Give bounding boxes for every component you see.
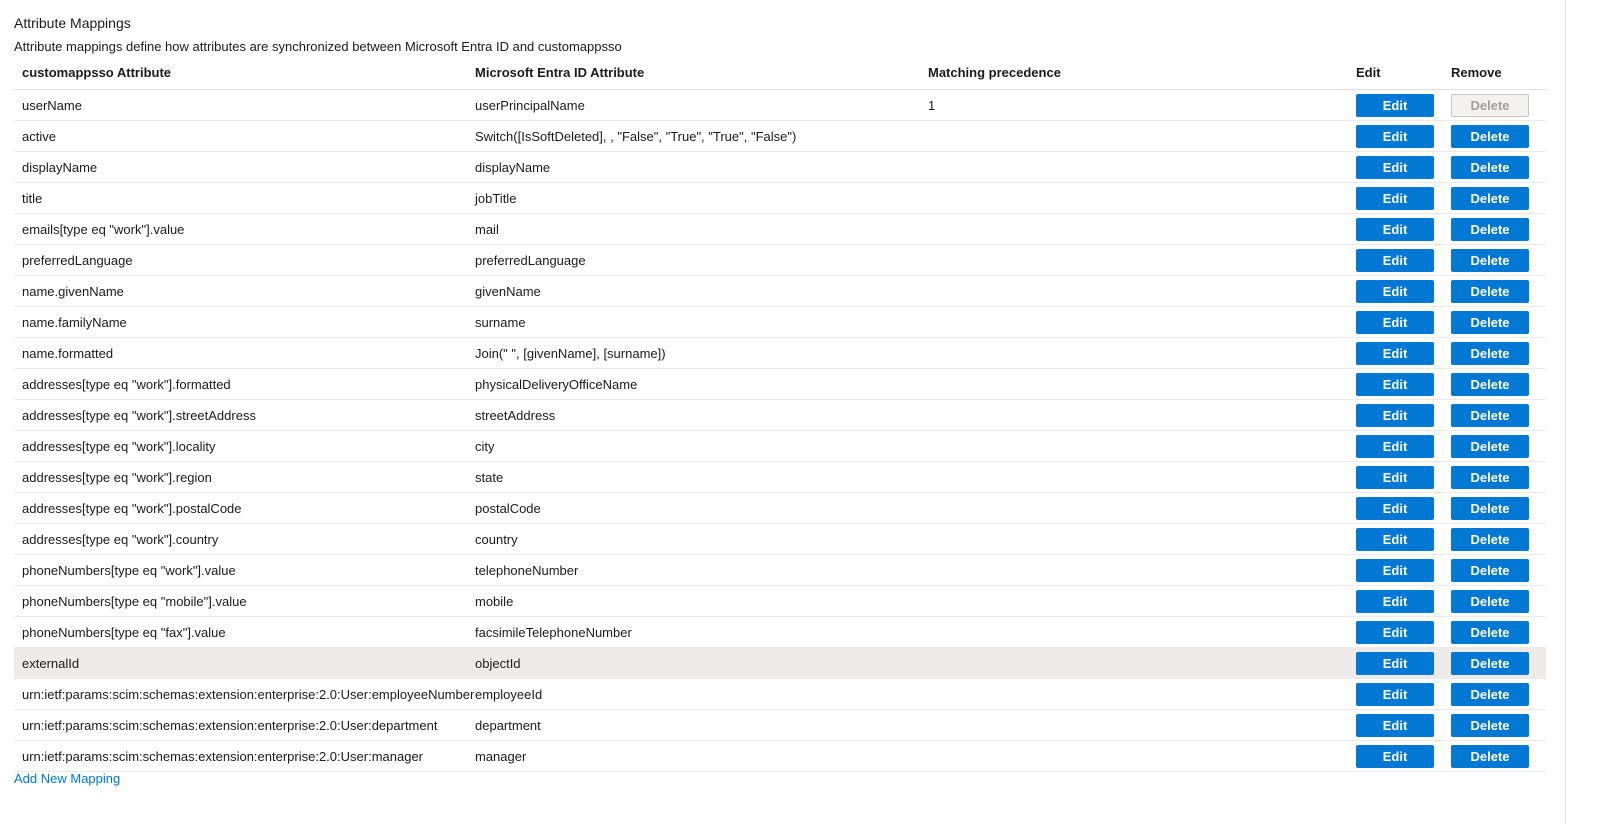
target-attribute-cell: name.formatted [22,346,114,361]
table-row[interactable] [14,90,1546,121]
section-description: Attribute mappings define how attributes are synchronized between Microsoft Entra ID and customappsso [14,39,622,54]
source-attribute-cell: jobTitle [475,191,517,206]
edit-mapping-button[interactable]: Edit [1356,559,1434,582]
target-attribute-cell: active [22,129,56,144]
table-header [14,57,1546,90]
header-source-attribute: Microsoft Entra ID Attribute [475,65,645,80]
target-attribute-cell: externalId [22,656,80,671]
source-attribute-cell: mobile [475,594,514,609]
delete-mapping-button[interactable]: Delete [1451,125,1529,148]
delete-mapping-button[interactable]: Delete [1451,528,1529,551]
delete-mapping-button[interactable]: Delete [1451,714,1529,737]
source-attribute-cell: postalCode [475,501,541,516]
table-row[interactable] [14,741,1546,772]
delete-mapping-button[interactable]: Delete [1451,187,1529,210]
target-attribute-cell: urn:ietf:params:scim:schemas:extension:enterprise:2.0:User:department [22,718,438,733]
table-row[interactable] [14,183,1546,214]
target-attribute-cell: urn:ietf:params:scim:schemas:extension:enterprise:2.0:User:manager [22,749,424,764]
delete-mapping-button[interactable]: Delete [1451,559,1529,582]
target-attribute-cell: phoneNumbers[type eq "work"].value [22,563,236,578]
edit-mapping-button[interactable]: Edit [1356,342,1434,365]
source-attribute-cell: state [475,470,504,485]
table-row[interactable] [14,524,1546,555]
table-row[interactable] [14,648,1546,679]
source-attribute-cell: employeeId [475,687,543,702]
source-attribute-cell: country [475,532,518,547]
attribute-mappings-table [14,57,1546,772]
source-attribute-cell: userPrincipalName [475,98,585,113]
source-attribute-cell: surname [475,315,526,330]
target-attribute-cell: addresses[type eq "work"].formatted [22,377,231,392]
source-attribute-cell: preferredLanguage [475,253,586,268]
delete-mapping-button[interactable]: Delete [1451,652,1529,675]
target-attribute-cell: urn:ietf:params:scim:schemas:extension:enterprise:2.0:User:employeeNumber [22,687,475,702]
delete-mapping-button[interactable]: Delete [1451,280,1529,303]
target-attribute-cell: addresses[type eq "work"].streetAddress [22,408,256,423]
target-attribute-cell: preferredLanguage [22,253,133,268]
table-row[interactable] [14,338,1546,369]
delete-mapping-button[interactable]: Delete [1451,311,1529,334]
edit-mapping-button[interactable]: Edit [1356,497,1434,520]
target-attribute-cell: displayName [22,160,98,175]
source-attribute-cell: physicalDeliveryOfficeName [475,377,638,392]
delete-mapping-button[interactable]: Delete [1451,745,1529,768]
table-row[interactable] [14,431,1546,462]
source-attribute-cell: city [475,439,495,454]
edit-mapping-button[interactable]: Edit [1356,652,1434,675]
table-row[interactable] [14,400,1546,431]
source-attribute-cell: givenName [475,284,541,299]
header-target-attribute: customappsso Attribute [22,65,172,80]
target-attribute-cell: addresses[type eq "work"].country [22,532,219,547]
delete-mapping-button[interactable]: Delete [1451,466,1529,489]
source-attribute-cell: Join(" ", [givenName], [surname]) [475,346,666,361]
target-attribute-cell: emails[type eq "work"].value [22,222,185,237]
edit-mapping-button[interactable]: Edit [1356,218,1434,241]
table-row[interactable] [14,710,1546,741]
delete-mapping-button[interactable]: Delete [1451,156,1529,179]
table-row[interactable] [14,679,1546,710]
header-edit: Edit [1356,65,1381,80]
table-row[interactable] [14,214,1546,245]
edit-mapping-button[interactable]: Edit [1356,187,1434,210]
source-attribute-cell: Switch([IsSoftDeleted], , "False", "True", "True", "False") [475,129,797,144]
panel-divider [1565,0,1566,824]
table-row[interactable] [14,369,1546,400]
target-attribute-cell: title [22,191,43,206]
delete-mapping-button[interactable]: Delete [1451,218,1529,241]
target-attribute-cell: phoneNumbers[type eq "fax"].value [22,625,226,640]
delete-mapping-button[interactable]: Delete [1451,249,1529,272]
edit-mapping-button[interactable]: Edit [1356,373,1434,396]
source-attribute-cell: displayName [475,160,551,175]
matching-precedence-cell: 1 [928,98,936,113]
source-attribute-cell: manager [475,749,527,764]
delete-mapping-button[interactable]: Delete [1451,683,1529,706]
edit-mapping-button[interactable]: Edit [1356,683,1434,706]
edit-mapping-button[interactable]: Edit [1356,280,1434,303]
table-row[interactable] [14,245,1546,276]
delete-mapping-button[interactable]: Delete [1451,435,1529,458]
target-attribute-cell: addresses[type eq "work"].postalCode [22,501,242,516]
edit-mapping-button[interactable]: Edit [1356,311,1434,334]
header-remove: Remove [1451,65,1502,80]
edit-mapping-button[interactable]: Edit [1356,714,1434,737]
edit-mapping-button[interactable]: Edit [1356,125,1434,148]
table-row[interactable] [14,121,1546,152]
table-row[interactable] [14,617,1546,648]
edit-mapping-button[interactable]: Edit [1356,466,1434,489]
edit-mapping-button[interactable]: Edit [1356,621,1434,644]
edit-mapping-button[interactable]: Edit [1356,528,1434,551]
delete-mapping-button[interactable]: Delete [1451,404,1529,427]
table-row[interactable] [14,493,1546,524]
source-attribute-cell: telephoneNumber [475,563,579,578]
delete-mapping-button[interactable]: Delete [1451,373,1529,396]
edit-mapping-button[interactable]: Edit [1356,745,1434,768]
edit-mapping-button[interactable]: Edit [1356,590,1434,613]
edit-mapping-button[interactable]: Edit [1356,404,1434,427]
edit-mapping-button[interactable]: Edit [1356,156,1434,179]
delete-mapping-button: Delete [1451,94,1529,117]
target-attribute-cell: phoneNumbers[type eq "mobile"].value [22,594,247,609]
table-row[interactable] [14,462,1546,493]
table-row[interactable] [14,152,1546,183]
target-attribute-cell: name.givenName [22,284,124,299]
source-attribute-cell: mail [475,222,499,237]
target-attribute-cell: addresses[type eq "work"].locality [22,439,216,454]
delete-mapping-button[interactable]: Delete [1451,621,1529,644]
add-new-mapping-link[interactable]: Add New Mapping [14,771,121,786]
table-row[interactable] [14,586,1546,617]
delete-mapping-button[interactable]: Delete [1451,590,1529,613]
source-attribute-cell: department [475,718,541,733]
source-attribute-cell: objectId [475,656,521,671]
table-row[interactable] [14,307,1546,338]
edit-mapping-button[interactable]: Edit [1356,435,1434,458]
target-attribute-cell: name.familyName [22,315,127,330]
source-attribute-cell: streetAddress [475,408,556,423]
delete-mapping-button[interactable]: Delete [1451,342,1529,365]
source-attribute-cell: facsimileTelephoneNumber [475,625,632,640]
table-row[interactable] [14,555,1546,586]
table-row[interactable] [14,276,1546,307]
table-body [14,90,1546,772]
target-attribute-cell: userName [22,98,82,113]
section-title: Attribute Mappings [14,15,131,31]
edit-mapping-button[interactable]: Edit [1356,249,1434,272]
target-attribute-cell: addresses[type eq "work"].region [22,470,212,485]
delete-mapping-button[interactable]: Delete [1451,497,1529,520]
header-matching-precedence: Matching precedence [928,65,1061,80]
edit-mapping-button[interactable]: Edit [1356,94,1434,117]
